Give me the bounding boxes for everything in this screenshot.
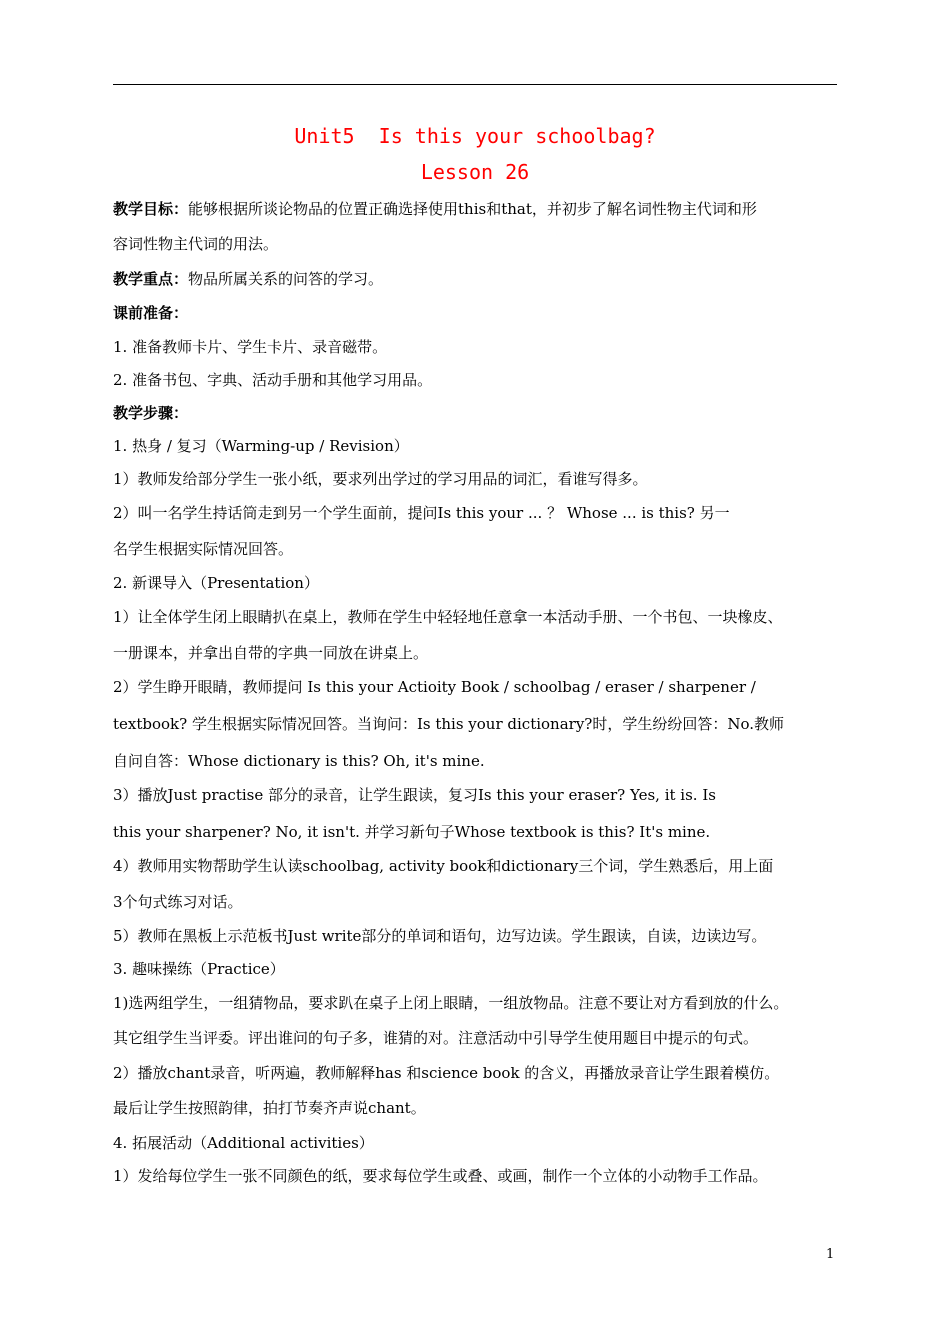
step2-item-1b: 一册课本，并拿出自带的字典一同放在讲桌上。 xyxy=(113,644,429,662)
step2-heading: 2. 新课导入（Presentation） xyxy=(113,574,319,592)
step1-item-2b: 名学生根据实际情况回答。 xyxy=(113,540,294,558)
step2-item-2c: 自问自答：Whose dictionary is this? Oh, it's mine. xyxy=(113,752,485,770)
objective-line-1 xyxy=(113,199,837,219)
prep-item-2: 2. 准备书包、字典、活动手册和其他学习用品。 xyxy=(113,371,433,389)
header-rule xyxy=(113,84,837,85)
step2-item-1a: 1）让全体学生闭上眼睛扒在桌上，教师在学生中轻轻地任意拿一本活动手册、一个书包、一块橡皮、 xyxy=(113,608,783,626)
step2-item-4a: 4）教师用实物帮助学生认读schoolbag, activity book和dictionary三个词，学生熟悉后，用上面 xyxy=(113,857,774,875)
step2-item-3b: this your sharpener? No, it isn't. 并学习新句子Whose textbook is this? It's mine. xyxy=(113,823,711,841)
step3-heading: 3. 趣味操练（Practice） xyxy=(113,960,285,978)
page-number: 1 xyxy=(826,1247,835,1262)
objective-label: 教学目标： xyxy=(113,200,189,218)
step1-heading: 1. 热身 / 复习（Warming-up / Revision） xyxy=(113,437,409,455)
focus-text: 物品所属关系的问答的学习。 xyxy=(188,270,384,288)
prep-heading: 课前准备： xyxy=(113,304,189,322)
step4-item-1: 1）发给每位学生一张不同颜色的纸，要求每位学生或叠、或画，制作一个立体的小动物手工作品。 xyxy=(113,1167,768,1185)
objective-line-2: 容词性物主代词的用法。 xyxy=(113,235,279,253)
step3-item-1b: 其它组学生当评委。评出谁问的句子多，谁猜的对。注意活动中引导学生使用题目中提示的句式。 xyxy=(113,1029,759,1047)
prep-item-1: 1. 准备教师卡片、学生卡片、录音磁带。 xyxy=(113,338,388,356)
step2-item-2b: textbook? 学生根据实际情况回答。当询问：Is this your dictionary?时，学生纷纷回答：No.教师 xyxy=(113,715,785,733)
step2-item-3a: 3）播放Just practise 部分的录音，让学生跟读，复习Is this your eraser? Yes, it is. Is xyxy=(113,786,716,804)
step1-item-2a: 2）叫一名学生持话筒走到另一个学生面前，提问Is this your ... ？ Whose ... is this? 另一 xyxy=(113,504,730,522)
step1-item-1: 1）教师发给部分学生一张小纸，要求列出学过的学习用品的词汇，看谁写得多。 xyxy=(113,470,648,488)
step2-item-4b: 3个句式练习对话。 xyxy=(113,893,243,911)
steps-heading: 教学步骤： xyxy=(113,404,189,422)
step3-item-2b: 最后让学生按照韵律，拍打节奏齐声说chant。 xyxy=(113,1099,426,1117)
lesson-title: Lesson 26 xyxy=(420,160,530,184)
step2-item-2a: 2）学生睁开眼睛，教师提问 Is this your Actioity Book / schoolbag / eraser / sharpener / xyxy=(113,678,756,696)
step3-item-2a: 2）播放chant录音，听两遍，教师解释has 和science book 的含义，再播放录音让学生跟着模仿。 xyxy=(113,1064,780,1082)
step2-item-5: 5）教师在黑板上示范板书Just write部分的单词和语句，边写边读。学生跟读，自读，边读边写。 xyxy=(113,927,767,945)
step3-item-1a: 1)选两组学生，一组猜物品，要求趴在桌子上闭上眼睛，一组放物品。注意不要让对方看到放的什么。 xyxy=(113,994,789,1012)
step4-heading: 4. 拓展活动（Additional activities） xyxy=(113,1134,374,1152)
focus-line xyxy=(113,269,837,289)
objective-text: 能够根据所谈论物品的位置正确选择使用this和that，并初步了解名词性物主代词和形 xyxy=(188,200,757,218)
focus-label: 教学重点： xyxy=(113,270,189,288)
unit-title: Unit5 Is this your schoolbag? xyxy=(294,124,656,148)
